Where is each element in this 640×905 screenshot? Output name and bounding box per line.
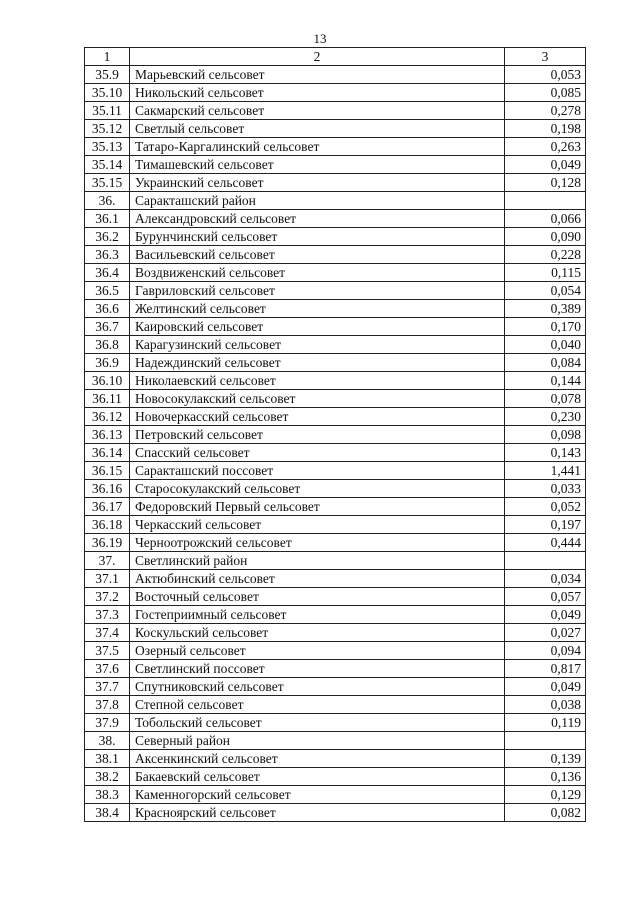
row-number: 36.10: [85, 372, 130, 390]
row-value: 0,129: [505, 786, 586, 804]
row-name: Карагузинский сельсовет: [130, 336, 505, 354]
row-number: 38.3: [85, 786, 130, 804]
allocation-table: [84, 47, 586, 822]
row-number: 35.9: [85, 66, 130, 84]
row-number: 36.9: [85, 354, 130, 372]
row-value: 0,049: [505, 606, 586, 624]
row-value: 0,054: [505, 282, 586, 300]
row-name: Саракташский район: [130, 192, 505, 210]
row-number: 38.1: [85, 750, 130, 768]
row-name: Украинский сельсовет: [130, 174, 505, 192]
row-value: 0,389: [505, 300, 586, 318]
table-row: [85, 444, 586, 462]
row-name: Спутниковский сельсовет: [130, 678, 505, 696]
row-name: Спасский сельсовет: [130, 444, 505, 462]
row-value: 0,033: [505, 480, 586, 498]
row-value: 0,144: [505, 372, 586, 390]
row-number: 36.12: [85, 408, 130, 426]
table-row: [85, 318, 586, 336]
row-value: 0,278: [505, 102, 586, 120]
row-number: 36.19: [85, 534, 130, 552]
row-number: 37.1: [85, 570, 130, 588]
row-number: 36.14: [85, 444, 130, 462]
row-name: Петровский сельсовет: [130, 426, 505, 444]
table-row: [85, 570, 586, 588]
table-row-district: [85, 552, 586, 570]
row-number: 36.1: [85, 210, 130, 228]
row-value: 0,228: [505, 246, 586, 264]
row-name: Федоровский Первый сельсовет: [130, 498, 505, 516]
row-value: 1,441: [505, 462, 586, 480]
row-name: Каменногорский сельсовет: [130, 786, 505, 804]
row-name: Васильевский сельсовет: [130, 246, 505, 264]
row-value: 0,094: [505, 642, 586, 660]
column-header-number: 1: [85, 48, 130, 66]
row-value: 0,090: [505, 228, 586, 246]
table-row-district: [85, 732, 586, 750]
table-row: [85, 660, 586, 678]
table-row: [85, 354, 586, 372]
row-value: 0,034: [505, 570, 586, 588]
row-value: 0,263: [505, 138, 586, 156]
table-row: [85, 336, 586, 354]
row-value: 0,040: [505, 336, 586, 354]
row-name: Сакмарский сельсовет: [130, 102, 505, 120]
table-row: [85, 714, 586, 732]
row-value: 0,197: [505, 516, 586, 534]
table-row: [85, 246, 586, 264]
table-row: [85, 606, 586, 624]
row-name: Восточный сельсовет: [130, 588, 505, 606]
row-value: 0,053: [505, 66, 586, 84]
row-value: 0,170: [505, 318, 586, 336]
row-value: [505, 732, 586, 750]
row-name: Черноотрожский сельсовет: [130, 534, 505, 552]
row-value: 0,198: [505, 120, 586, 138]
table-row: [85, 282, 586, 300]
table-row: [85, 534, 586, 552]
row-value: 0,119: [505, 714, 586, 732]
row-name: Гостеприимный сельсовет: [130, 606, 505, 624]
row-value: 0,084: [505, 354, 586, 372]
row-number: 37.: [85, 552, 130, 570]
row-name: Старосокулакский сельсовет: [130, 480, 505, 498]
row-name: Светлинский поссовет: [130, 660, 505, 678]
row-name: Северный район: [130, 732, 505, 750]
row-number: 36.17: [85, 498, 130, 516]
row-value: 0,052: [505, 498, 586, 516]
table-row: [85, 408, 586, 426]
row-name: Озерный сельсовет: [130, 642, 505, 660]
table-row: [85, 372, 586, 390]
row-name: Воздвиженский сельсовет: [130, 264, 505, 282]
row-number: 35.13: [85, 138, 130, 156]
table-row: [85, 696, 586, 714]
table-row-district: [85, 192, 586, 210]
row-value: 0,066: [505, 210, 586, 228]
row-value: 0,057: [505, 588, 586, 606]
row-name: Светлинский район: [130, 552, 505, 570]
row-number: 36.15: [85, 462, 130, 480]
row-value: 0,078: [505, 390, 586, 408]
row-name: Гавриловский сельсовет: [130, 282, 505, 300]
row-value: 0,444: [505, 534, 586, 552]
row-value: 0,115: [505, 264, 586, 282]
row-value: 0,049: [505, 678, 586, 696]
row-number: 36.6: [85, 300, 130, 318]
row-name: Марьевский сельсовет: [130, 66, 505, 84]
table-row: [85, 516, 586, 534]
table-row: [85, 786, 586, 804]
row-name: Аксенкинский сельсовет: [130, 750, 505, 768]
row-number: 35.10: [85, 84, 130, 102]
table-row: [85, 588, 586, 606]
table-row: [85, 300, 586, 318]
row-value: 0,143: [505, 444, 586, 462]
table-row: [85, 120, 586, 138]
row-name: Каировский сельсовет: [130, 318, 505, 336]
table-header-row: [85, 48, 586, 66]
table-row: [85, 390, 586, 408]
row-value: 0,817: [505, 660, 586, 678]
row-name: Тимашевский сельсовет: [130, 156, 505, 174]
table-row: [85, 498, 586, 516]
row-name: Никольский сельсовет: [130, 84, 505, 102]
row-number: 36.: [85, 192, 130, 210]
row-name: Черкасский сельсовет: [130, 516, 505, 534]
row-name: Александровский сельсовет: [130, 210, 505, 228]
page-number: 13: [313, 31, 327, 46]
table-row: [85, 210, 586, 228]
row-name: Тобольский сельсовет: [130, 714, 505, 732]
row-number: 35.15: [85, 174, 130, 192]
row-value: 0,038: [505, 696, 586, 714]
row-name: Бакаевский сельсовет: [130, 768, 505, 786]
row-value: 0,082: [505, 804, 586, 822]
column-header-value: 3: [505, 48, 586, 66]
table-row: [85, 84, 586, 102]
table-row: [85, 750, 586, 768]
table-body: [85, 66, 586, 822]
row-number: 35.11: [85, 102, 130, 120]
row-number: 36.8: [85, 336, 130, 354]
row-number: 37.4: [85, 624, 130, 642]
table-row: [85, 624, 586, 642]
row-name: Светлый сельсовет: [130, 120, 505, 138]
row-value: 0,049: [505, 156, 586, 174]
row-number: 36.3: [85, 246, 130, 264]
row-name: Коскульский сельсовет: [130, 624, 505, 642]
row-name: Степной сельсовет: [130, 696, 505, 714]
table-row: [85, 228, 586, 246]
row-number: 38.: [85, 732, 130, 750]
row-value: 0,027: [505, 624, 586, 642]
row-number: 36.18: [85, 516, 130, 534]
row-number: 36.5: [85, 282, 130, 300]
row-number: 35.12: [85, 120, 130, 138]
row-name: Бурунчинский сельсовет: [130, 228, 505, 246]
table-row: [85, 102, 586, 120]
row-number: 37.7: [85, 678, 130, 696]
table-row: [85, 174, 586, 192]
row-value: 0,136: [505, 768, 586, 786]
row-number: 38.2: [85, 768, 130, 786]
row-number: 36.4: [85, 264, 130, 282]
row-name: Актюбинский сельсовет: [130, 570, 505, 588]
table-row: [85, 66, 586, 84]
row-number: 37.6: [85, 660, 130, 678]
table-row: [85, 642, 586, 660]
row-name: Надеждинский сельсовет: [130, 354, 505, 372]
row-number: 36.7: [85, 318, 130, 336]
table-row: [85, 426, 586, 444]
table-row: [85, 804, 586, 822]
row-number: 35.14: [85, 156, 130, 174]
row-number: 38.4: [85, 804, 130, 822]
row-number: 37.3: [85, 606, 130, 624]
table-row: [85, 768, 586, 786]
row-name: Саракташский поссовет: [130, 462, 505, 480]
row-name: Новосокулакский сельсовет: [130, 390, 505, 408]
table-row: [85, 138, 586, 156]
row-value: [505, 552, 586, 570]
table-row: [85, 480, 586, 498]
row-number: 36.13: [85, 426, 130, 444]
table-row: [85, 462, 586, 480]
row-number: 36.16: [85, 480, 130, 498]
row-number: 37.5: [85, 642, 130, 660]
column-header-name: 2: [130, 48, 505, 66]
table-row: [85, 156, 586, 174]
row-value: 0,085: [505, 84, 586, 102]
row-value: 0,230: [505, 408, 586, 426]
row-value: [505, 192, 586, 210]
row-name: Красноярский сельсовет: [130, 804, 505, 822]
row-name: Николаевский сельсовет: [130, 372, 505, 390]
row-number: 37.2: [85, 588, 130, 606]
row-value: 0,128: [505, 174, 586, 192]
row-name: Новочеркасский сельсовет: [130, 408, 505, 426]
row-number: 36.11: [85, 390, 130, 408]
row-number: 37.9: [85, 714, 130, 732]
row-number: 36.2: [85, 228, 130, 246]
row-name: Татаро-Каргалинский сельсовет: [130, 138, 505, 156]
table-row: [85, 264, 586, 282]
row-number: 37.8: [85, 696, 130, 714]
row-value: 0,139: [505, 750, 586, 768]
row-value: 0,098: [505, 426, 586, 444]
row-name: Желтинский сельсовет: [130, 300, 505, 318]
table-row: [85, 678, 586, 696]
